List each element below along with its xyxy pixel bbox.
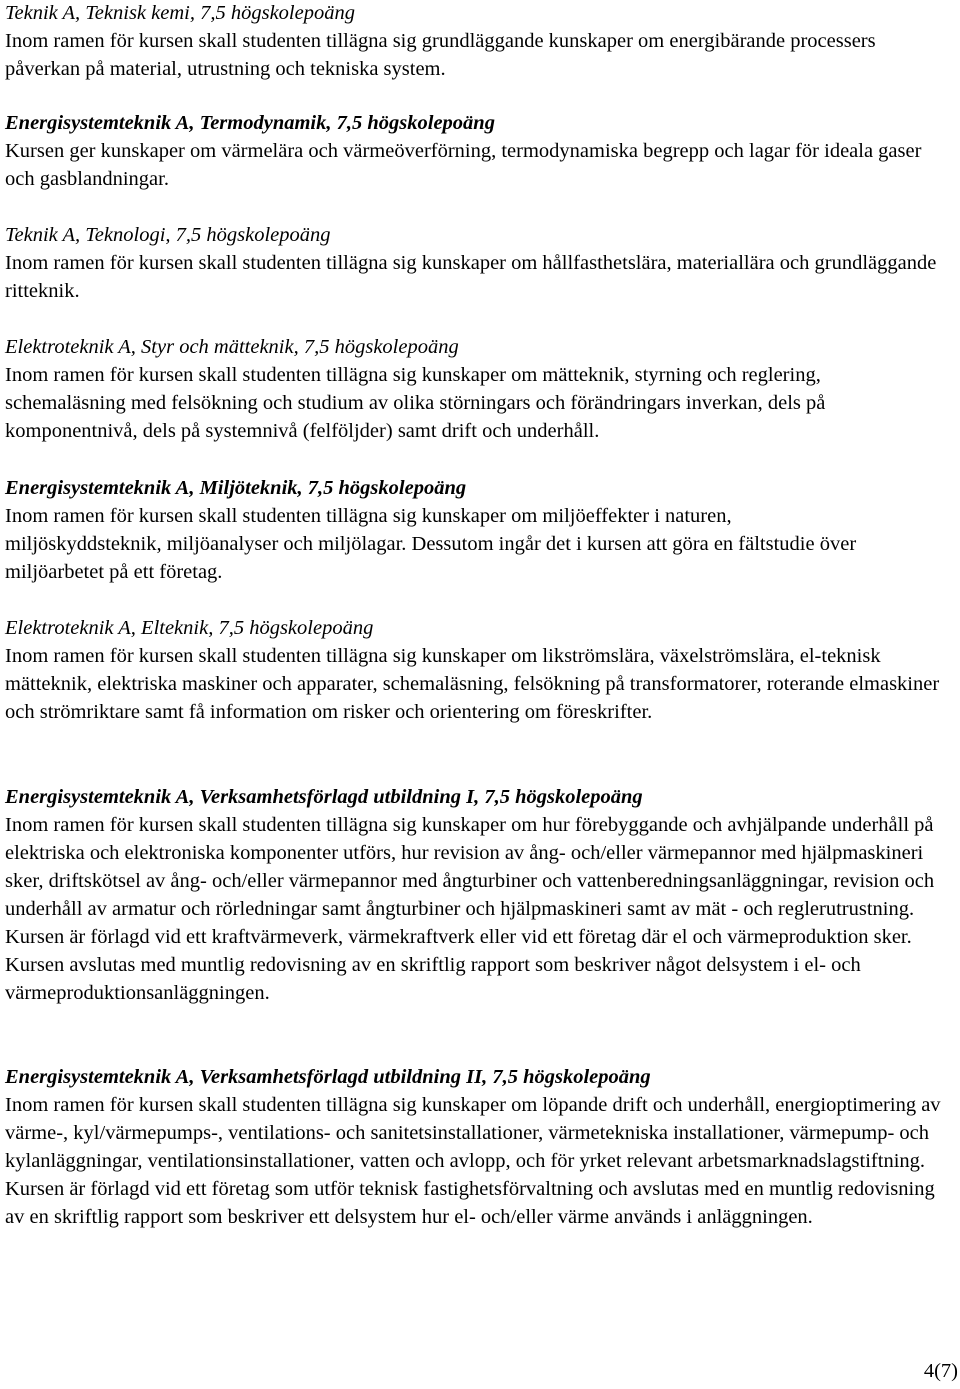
course-styr-och-matteknik — [5, 333, 955, 445]
course-teknologi — [5, 221, 955, 305]
course-title: Elektroteknik A, Styr och mätteknik, 7,5 högskolepoäng — [5, 336, 459, 358]
course-teknisk-kemi — [5, 0, 955, 83]
course-miljoteknik — [5, 474, 955, 586]
course-title: Energisystemteknik A, Miljöteknik, 7,5 högskolepoäng — [5, 477, 467, 499]
course-elteknik — [5, 614, 955, 726]
course-description: Inom ramen för kursen skall studenten tillägna sig kunskaper om mätteknik, styrning och reglering, schemaläsning med felsökning och studium av olika störningars och förändringars inverkan, dels på komponentnivå, dels på systemnivå (felföljder) samt drift och underhåll. — [5, 364, 826, 442]
course-description: Kursen ger kunskaper om värmelära och värmeöverförning, termodynamiska begrepp och lagar för ideala gaser och gasblandningar. — [5, 140, 922, 190]
course-title: Energisystemteknik A, Verksamhetsförlagd utbildning I, 7,5 högskolepoäng — [5, 786, 643, 808]
course-description: Inom ramen för kursen skall studenten tillägna sig kunskaper om löpande drift och underhåll, energioptimering av värme-, kyl/värmepumps-, ventilations- och sanitetsinstallationer, värmetekniska installationer, värmepump- och kylanläggningar, ventilationsinstallationer, vatten och avlopp, och för yrket relevant arbetsmarknadslagstiftning. Kursen är förlagd vid ett företag som utför teknisk fastighetsförvaltning och avslutas med en muntlig redovisning av en skriftlig rapport som beskriver ett delsystem hur el- och/eller värme används i anläggningen. — [5, 1094, 941, 1228]
course-description: Inom ramen för kursen skall studenten tillägna sig kunskaper om hur förebyggande och avhjälpande underhåll på elektriska och elektroniska komponenter utförs, hur revision av ång- och/eller värmepannor med hjälpmaskineri sker, driftskötsel av ång- och/eller värmepannor med ångturbiner och vattenberedningsanläggningar, revision och underhåll av armatur och rörledningar samt ångturbiner och hjälpmaskineri samt av mät - och reglerutrustning. Kursen är förlagd vid ett kraftvärmeverk, värmekraftverk eller vid ett företag där el och värmeproduktion sker. Kursen avslutas med muntlig redovisning av en skriftlig rapport som beskriver något delsystem i el- och värmeproduktionsanläggningen. — [5, 814, 935, 1004]
course-title: Elektroteknik A, Elteknik, 7,5 högskolepoäng — [5, 617, 374, 639]
course-title: Energisystemteknik A, Verksamhetsförlagd utbildning II, 7,5 högskolepoäng — [5, 1066, 651, 1088]
course-vfu-2 — [5, 1063, 955, 1231]
page-number: 4(7) — [923, 1360, 958, 1382]
course-vfu-1 — [5, 783, 955, 1007]
course-title: Teknik A, Teknisk kemi, 7,5 högskolepoäng — [5, 2, 355, 24]
course-termodynamik — [5, 109, 955, 193]
course-title: Teknik A, Teknologi, 7,5 högskolepoäng — [5, 224, 331, 246]
course-description: Inom ramen för kursen skall studenten tillägna sig grundläggande kunskaper om energibärande processers påverkan på material, utrustning och tekniska system. — [5, 30, 876, 80]
course-description: Inom ramen för kursen skall studenten tillägna sig kunskaper om likströmslära, växelströmslära, el-teknisk mätteknik, elektriska maskiner och apparater, schemaläsning, felsökning på transformatorer, roterande elmaskiner och strömriktare samt få information om risker och orientering om föreskrifter. — [5, 645, 940, 723]
course-description: Inom ramen för kursen skall studenten tillägna sig kunskaper om hållfasthetslära, materiallära och grundläggande ritteknik. — [5, 252, 937, 302]
course-description: Inom ramen för kursen skall studenten tillägna sig kunskaper om miljöeffekter i naturen, miljöskyddsteknik, miljöanalyser och miljölagar. Dessutom ingår det i kursen att göra en fältstudie över miljöarbetet på ett företag. — [5, 505, 857, 583]
course-title: Energisystemteknik A, Termodynamik, 7,5 högskolepoäng — [5, 112, 495, 134]
